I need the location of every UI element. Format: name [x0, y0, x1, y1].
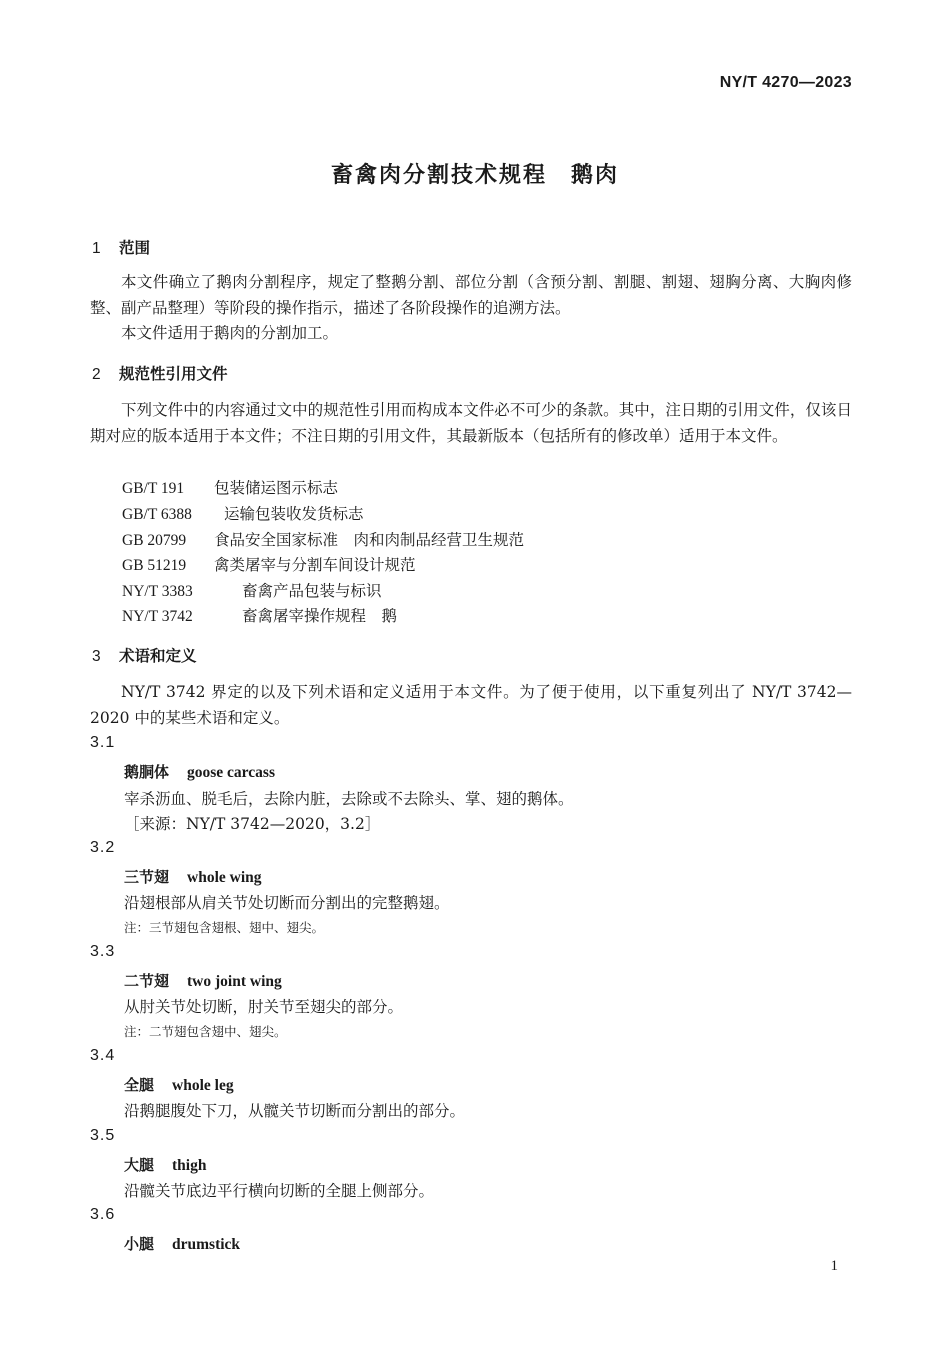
- term-english: drumstick: [172, 1236, 241, 1253]
- reference-item: [122, 604, 397, 626]
- reference-item: [122, 476, 338, 498]
- reference-title: 运输包装收发货标志: [224, 505, 364, 523]
- clause-number: 3.2: [90, 839, 116, 856]
- clause-number: 3.6: [90, 1206, 116, 1223]
- term-note: 注：三节翅包含翅根、翅中、翅尖。: [124, 920, 325, 935]
- term-chinese: 二节翅: [124, 972, 170, 990]
- reference-title: 包装储运图示标志: [214, 479, 339, 497]
- reference-code: GB/T 6388: [122, 506, 192, 523]
- section-number: 3: [92, 648, 101, 665]
- term-entry: [124, 866, 262, 887]
- section-number: 1: [92, 240, 101, 257]
- term-english: whole leg: [172, 1077, 234, 1094]
- term-definition: 沿鹅腿腹处下刀，从髋关节切断而分割出的部分。: [124, 1102, 466, 1120]
- term-chinese: 鹅胴体: [124, 763, 170, 781]
- reference-code: NY/T 3742: [122, 608, 193, 625]
- scope-paragraph-1: 本文件确立了鹅肉分割程序，规定了整鹅分割、部位分割（含预分割、割腿、割翅、翅胸分离、大胸肉修整、副产品整理）等阶段的操作指示，描述了各阶段操作的追溯方法。: [90, 273, 852, 317]
- term-note: 注：二节翅包含翅中、翅尖。: [124, 1024, 287, 1039]
- reference-item: [122, 579, 382, 601]
- reference-title: 禽类屠宰与分割车间设计规范: [214, 556, 416, 574]
- section-3-heading: [92, 644, 197, 666]
- term-chinese: 小腿: [124, 1235, 155, 1253]
- clause-number: 3.1: [90, 734, 116, 751]
- reference-item: [122, 528, 524, 550]
- reference-code: GB/T 191: [122, 480, 185, 497]
- normative-references-paragraph: 下列文件中的内容通过文中的规范性引用而构成本文件必不可少的条款。其中，注日期的引用文件，仅该日期对应的版本适用于本文件；不注日期的引用文件，其最新版本（包括所有的修改单）适用于本文件。: [90, 401, 852, 445]
- term-definition: 宰杀沥血、脱毛后，去除内脏，去除或不去除头、掌、翅的鹅体。: [124, 790, 574, 808]
- term-entry: [124, 761, 275, 782]
- standard-number: NY/T 4270—2023: [719, 74, 852, 91]
- reference-code: GB 20799: [122, 532, 187, 549]
- section-1-heading: [92, 236, 150, 258]
- clause-number: 3.3: [90, 943, 116, 960]
- reference-title: 食品安全国家标准 肉和肉制品经营卫生规范: [214, 531, 525, 549]
- reference-code: GB 51219: [122, 557, 187, 574]
- term-chinese: 全腿: [124, 1076, 155, 1094]
- reference-title: 畜禽产品包装与标识: [242, 582, 382, 600]
- terms-intro-paragraph: NY/T 3742 界定的以及下列术语和定义适用于本文件。为了便于使用，以下重复列出了 NY/T 3742—2020 中的某些术语和定义。: [90, 683, 852, 727]
- term-chinese: 大腿: [124, 1156, 155, 1174]
- section-title: 规范性引用文件: [119, 365, 228, 383]
- clause-number: 3.5: [90, 1127, 116, 1144]
- term-english: thigh: [172, 1157, 207, 1174]
- reference-title: 畜禽屠宰操作规程 鹅: [242, 607, 398, 625]
- term-entry: [124, 1154, 206, 1175]
- section-number: 2: [92, 366, 101, 383]
- reference-item: [122, 553, 416, 575]
- reference-item: [122, 502, 364, 524]
- term-english: two joint wing: [187, 973, 282, 990]
- scope-paragraph-2: 本文件适用于鹅肉的分割加工。: [121, 324, 339, 342]
- section-2-heading: [92, 362, 228, 384]
- term-entry: [124, 1074, 234, 1095]
- page-number: 1: [830, 1258, 838, 1274]
- document-title: 畜禽肉分割技术规程 鹅肉: [330, 163, 619, 188]
- section-title: 范围: [119, 239, 151, 257]
- term-chinese: 三节翅: [124, 868, 170, 886]
- clause-number: 3.4: [90, 1047, 116, 1064]
- term-source: ［来源：NY/T 3742—2020，3.2］: [124, 815, 381, 833]
- term-definition: 沿翅根部从肩关节处切断而分割出的完整鹅翅。: [124, 894, 450, 912]
- term-definition: 沿髋关节底边平行横向切断的全腿上侧部分。: [124, 1182, 435, 1200]
- term-entry: [124, 1233, 240, 1254]
- term-definition: 从肘关节处切断，肘关节至翅尖的部分。: [124, 998, 404, 1016]
- term-english: goose carcass: [187, 764, 275, 781]
- section-title: 术语和定义: [119, 647, 197, 665]
- reference-code: NY/T 3383: [122, 583, 193, 600]
- term-english: whole wing: [187, 869, 262, 886]
- term-entry: [124, 970, 282, 991]
